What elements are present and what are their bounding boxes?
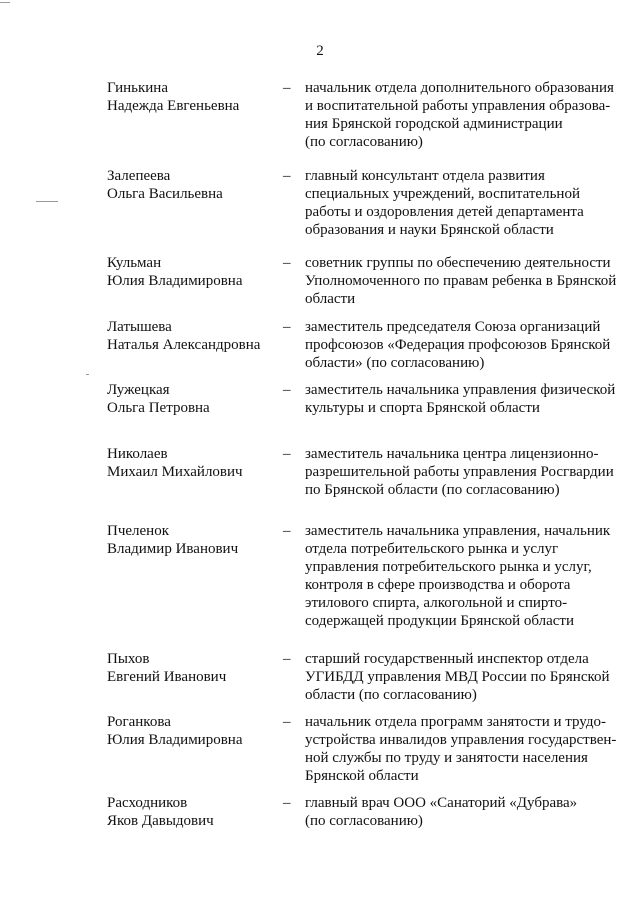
dash-separator: – bbox=[283, 446, 291, 462]
position-line: ния Брянской городской администрации bbox=[305, 116, 563, 132]
member-name bbox=[107, 167, 277, 203]
member-position bbox=[305, 650, 617, 704]
position-line: начальник отдела программ занятости и трудо- bbox=[305, 714, 606, 730]
member-name bbox=[107, 318, 277, 354]
position-line: и воспитательной работы управления образова- bbox=[305, 98, 611, 114]
member-position bbox=[305, 794, 617, 830]
member-surname: Латышева bbox=[107, 319, 172, 335]
position-line: профсоюзов «Федерация профсоюзов Брянской bbox=[305, 337, 611, 353]
dash-separator: – bbox=[283, 80, 291, 96]
position-line: разрешительной работы управления Росгвардии bbox=[305, 464, 614, 480]
position-line: (по согласованию) bbox=[305, 813, 423, 829]
member-name bbox=[107, 254, 277, 290]
member-given-names: Ольга Васильевна bbox=[107, 186, 223, 202]
member-surname: Залепеева bbox=[107, 168, 171, 184]
member-name bbox=[107, 794, 277, 830]
position-line: Брянской области bbox=[305, 768, 419, 784]
position-line: (по согласованию) bbox=[305, 134, 423, 150]
position-line: области (по согласованию) bbox=[305, 687, 477, 703]
position-line: области» (по согласованию) bbox=[305, 355, 485, 371]
position-line: управления потребительского рынка и услуг, bbox=[305, 559, 592, 575]
dash-separator: – bbox=[283, 795, 291, 811]
member-name bbox=[107, 381, 277, 417]
scan-artifact-mark bbox=[86, 374, 89, 375]
member-surname: Пыхов bbox=[107, 651, 150, 667]
member-surname: Гинькина bbox=[107, 80, 168, 96]
position-line: этилового спирта, алкогольной и спирто- bbox=[305, 595, 568, 611]
member-given-names: Яков Давыдович bbox=[107, 813, 214, 829]
position-line: отдела потребительского рынка и услуг bbox=[305, 541, 559, 557]
member-given-names: Ольга Петровна bbox=[107, 400, 210, 416]
member-position bbox=[305, 79, 617, 151]
dash-separator: – bbox=[283, 382, 291, 398]
member-position bbox=[305, 713, 617, 785]
scan-artifact-mark bbox=[36, 201, 58, 202]
member-position bbox=[305, 254, 617, 308]
position-line: работы и оздоровления детей департамента bbox=[305, 204, 584, 220]
dash-separator: – bbox=[283, 168, 291, 184]
position-line: старший государственный инспектор отдела bbox=[305, 651, 589, 667]
dash-separator: – bbox=[283, 714, 291, 730]
position-line: советник группы по обеспечению деятельности bbox=[305, 255, 611, 271]
position-line: заместитель председателя Союза организаций bbox=[305, 319, 601, 335]
member-position bbox=[305, 167, 617, 239]
member-name bbox=[107, 713, 277, 749]
dash-separator: – bbox=[283, 255, 291, 271]
member-surname: Николаев bbox=[107, 446, 168, 462]
position-line: контроля в сфере производства и оборота bbox=[305, 577, 571, 593]
member-name bbox=[107, 650, 277, 686]
position-line: содержащей продукции Брянской области bbox=[305, 613, 575, 629]
position-line: главный консультант отдела развития bbox=[305, 168, 545, 184]
member-position bbox=[305, 522, 617, 630]
position-line: заместитель начальника управления физической bbox=[305, 382, 616, 398]
position-line: УГИБДД управления МВД России по Брянской bbox=[305, 669, 610, 685]
page-number: 2 bbox=[316, 43, 324, 59]
position-line: начальник отдела дополнительного образования bbox=[305, 80, 614, 96]
member-surname: Кульман bbox=[107, 255, 162, 271]
member-name bbox=[107, 522, 277, 558]
position-line: Уполномоченного по правам ребенка в Брянской bbox=[305, 273, 617, 289]
dash-separator: – bbox=[283, 523, 291, 539]
member-position bbox=[305, 381, 617, 417]
member-given-names: Михаил Михайлович bbox=[107, 464, 243, 480]
member-position bbox=[305, 318, 617, 372]
member-given-names: Наталья Александровна bbox=[107, 337, 261, 353]
member-position bbox=[305, 445, 617, 499]
position-line: области bbox=[305, 291, 356, 307]
member-surname: Роганкова bbox=[107, 714, 171, 730]
dash-separator: – bbox=[283, 319, 291, 335]
member-given-names: Евгений Иванович bbox=[107, 669, 227, 685]
position-line: по Брянской области (по согласованию) bbox=[305, 482, 560, 498]
member-name bbox=[107, 445, 277, 481]
member-surname: Расходников bbox=[107, 795, 188, 811]
member-surname: Лужецкая bbox=[107, 382, 170, 398]
position-line: заместитель начальника центра лицензионно- bbox=[305, 446, 599, 462]
position-line: образования и науки Брянской области bbox=[305, 222, 554, 238]
position-line: заместитель начальника управления, начальник bbox=[305, 523, 611, 539]
position-line: культуры и спорта Брянской области bbox=[305, 400, 540, 416]
position-line: главный врач ООО «Санаторий «Дубрава» bbox=[305, 795, 578, 811]
position-line: устройства инвалидов управления государствен- bbox=[305, 732, 617, 748]
position-line: ной службы по труду и занятости населения bbox=[305, 750, 588, 766]
member-name bbox=[107, 79, 277, 115]
position-line: специальных учреждений, воспитательной bbox=[305, 186, 580, 202]
member-given-names: Юлия Владимировна bbox=[107, 732, 243, 748]
member-given-names: Владимир Иванович bbox=[107, 541, 239, 557]
scan-artifact-mark bbox=[0, 2, 10, 3]
member-given-names: Юлия Владимировна bbox=[107, 273, 243, 289]
dash-separator: – bbox=[283, 651, 291, 667]
member-surname: Пчеленок bbox=[107, 523, 169, 539]
member-given-names: Надежда Евгеньевна bbox=[107, 98, 240, 114]
